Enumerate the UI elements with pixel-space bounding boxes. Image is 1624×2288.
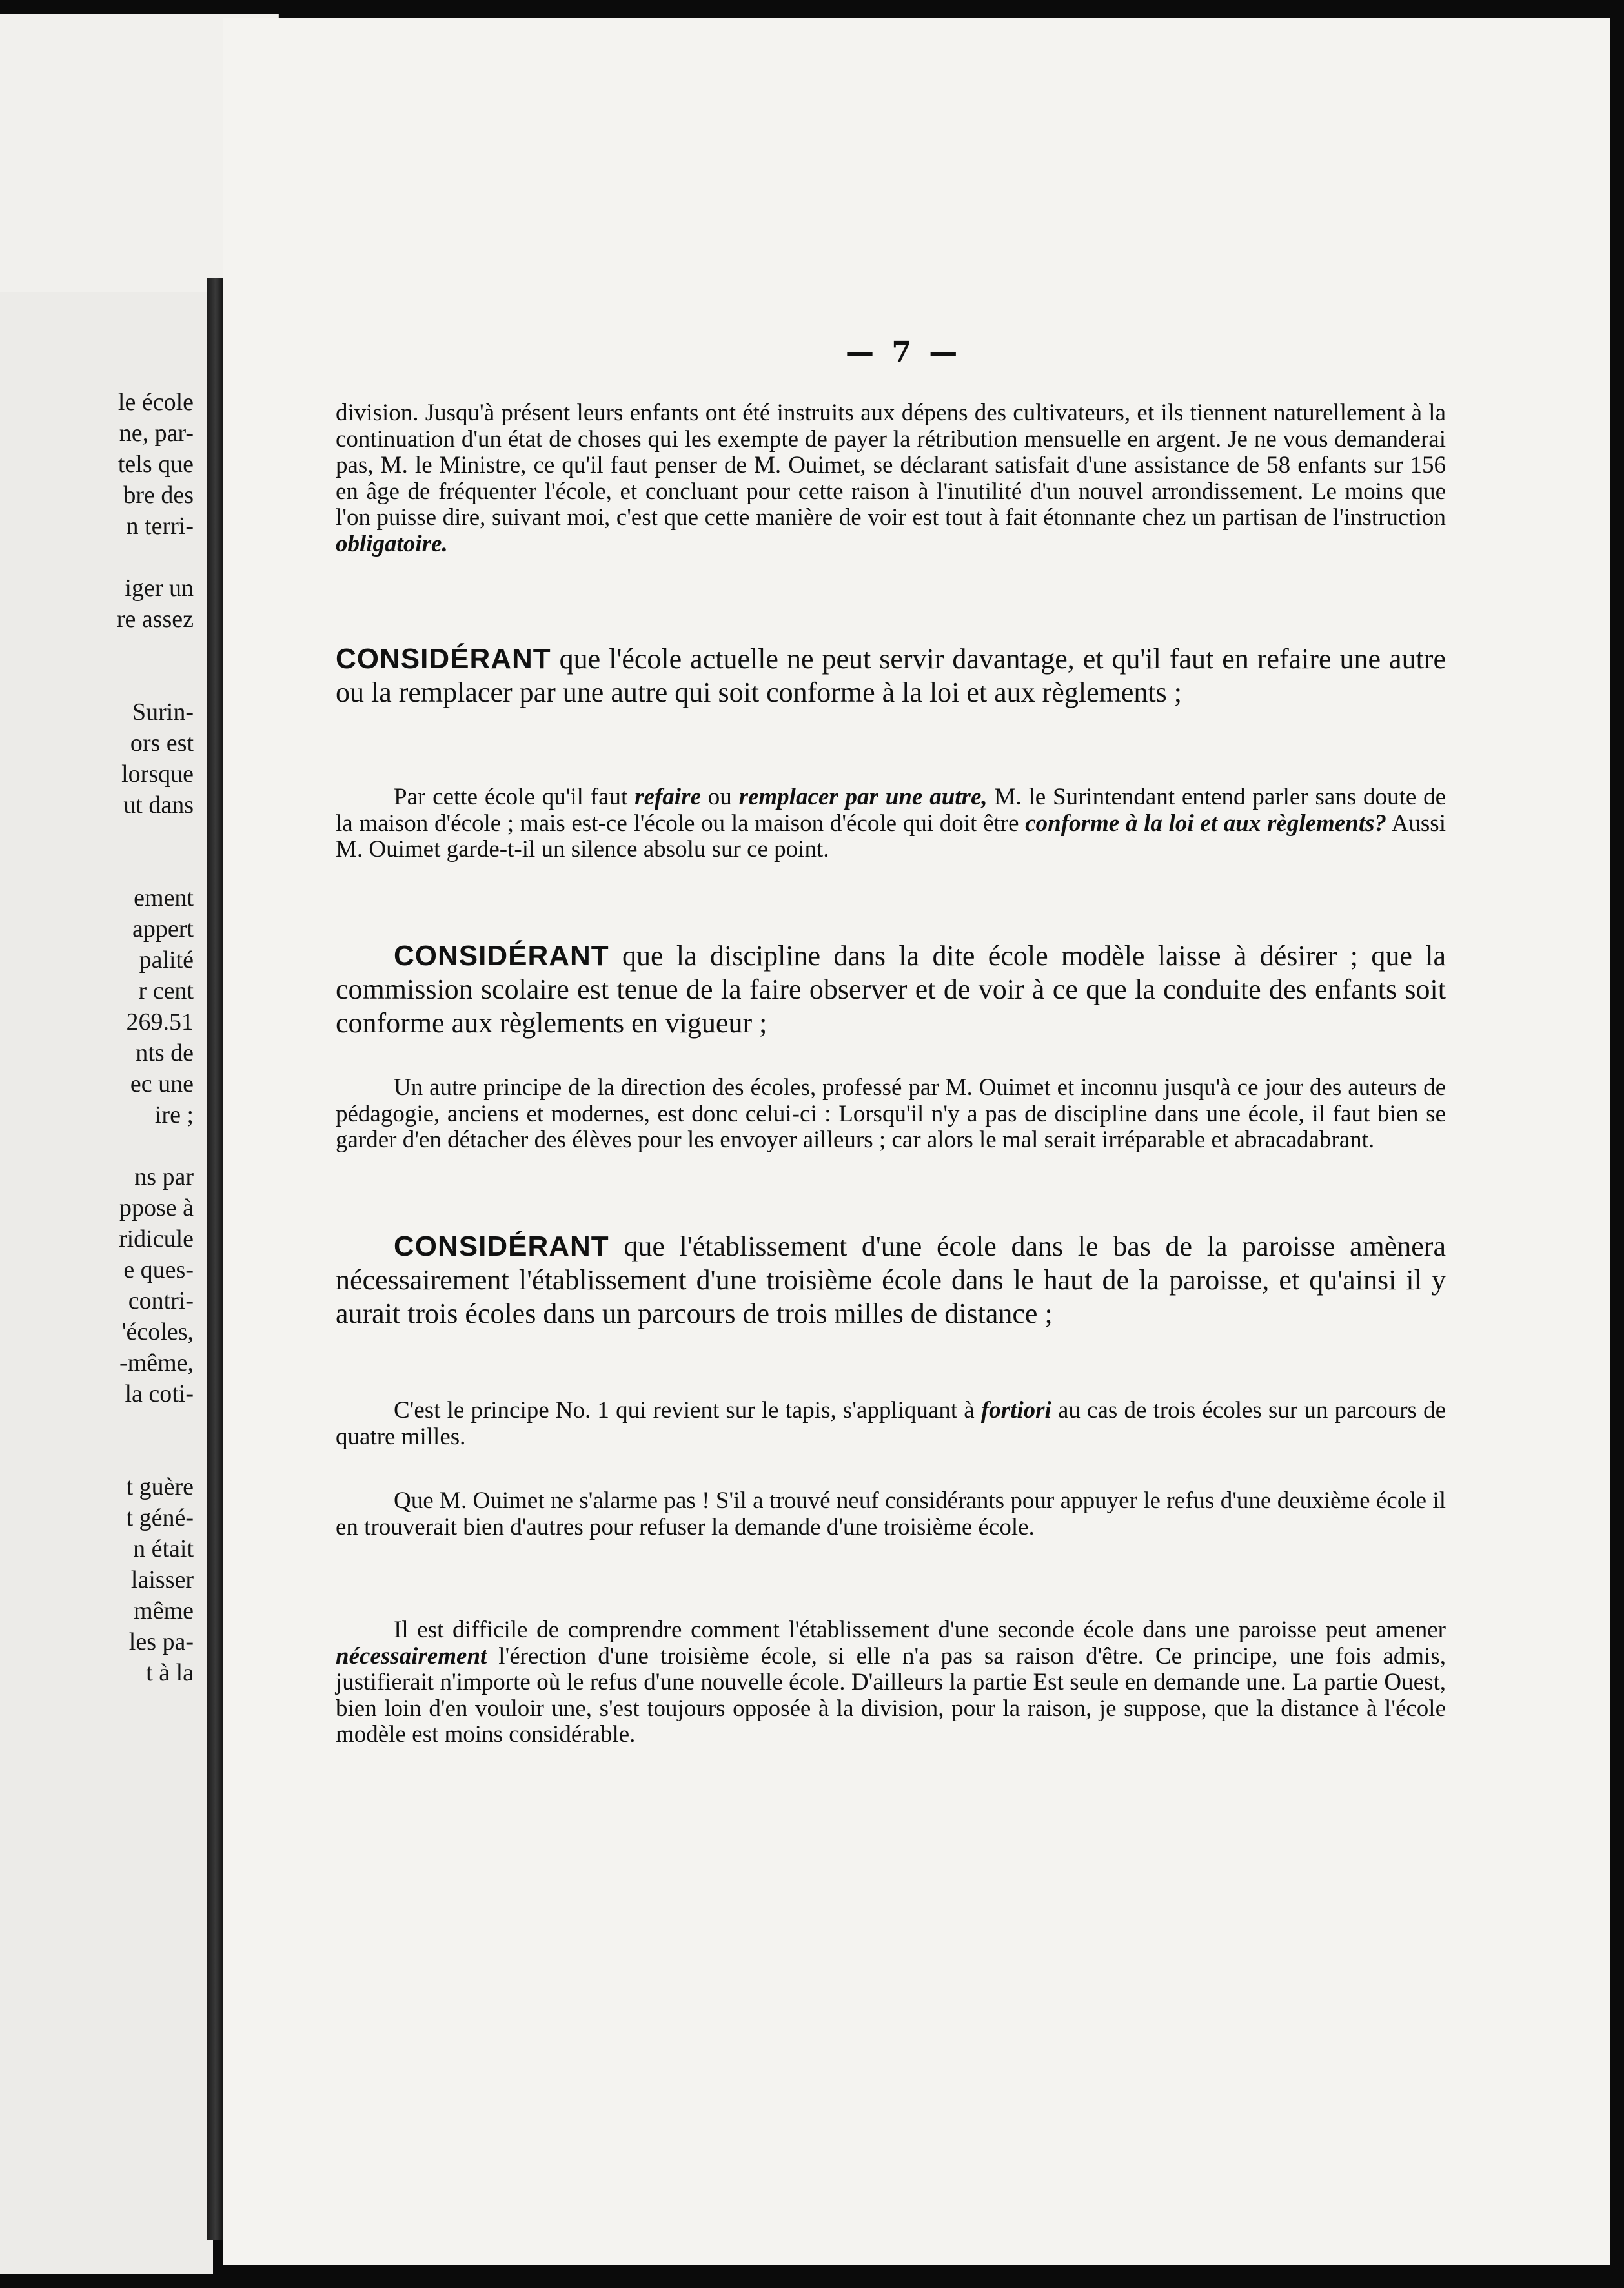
left-page-line: ne, par- <box>119 420 194 447</box>
paragraph-division <box>336 400 1446 557</box>
emphasis-text: nécessairement <box>336 1642 487 1670</box>
left-page-line: r cent <box>138 977 194 1005</box>
left-page-line: appert <box>132 915 194 943</box>
left-page-line: ridicule <box>118 1225 194 1252</box>
left-page-line: nts de <box>136 1039 194 1067</box>
left-page-line: t à la <box>146 1659 194 1686</box>
left-page-line: iger un <box>125 575 194 602</box>
left-page-line: laisser <box>130 1566 194 1593</box>
left-page-line: même <box>134 1597 194 1624</box>
left-page-line: t guère <box>126 1473 194 1500</box>
left-page-line: ns par <box>134 1163 194 1190</box>
paragraph-text: au cas de trois écoles sur un parcours de quatre milles. <box>336 1397 1446 1450</box>
left-page-line: n terri- <box>126 513 194 540</box>
paragraph-text: C'est le principe No. 1 qui revient sur le tapis, s'appliquant à <box>394 1397 981 1424</box>
paragraph-alarme <box>336 1488 1446 1540</box>
left-page-line: ement <box>134 884 194 912</box>
page-number: — 7 — <box>846 336 962 369</box>
left-page-line: 269.51 <box>126 1008 194 1036</box>
paragraph-text: division. Jusqu'à présent leurs enfants ont été instruits aux dépens des cultivateurs, et ils tiennent naturellement à la continuation d'un état de choses qui les exempte de payer la rétribution mensuelle en argent. Je ne vous demanderai pas, M. le Ministre, ce qu'il faut penser de M. Ouimet, se déclarant satisfait d'une assistance de 58 enfants sur 156 en âge de fréquenter l'école, et concluant pour cette raison à l'inutilité d'un nouvel arrondissement. Le moins que l'on puisse dire, suivant moi, c'est que cette manière de voir est tout à fait étonnante chez un partisan de l'instruction <box>336 400 1446 531</box>
left-page-line: re assez <box>116 606 194 633</box>
paragraph-text: Il est difficile de comprendre comment l'établissement d'une seconde école dans une paroisse peut amener <box>394 1617 1446 1643</box>
paragraph-text: l'érection d'une troisième école, si elle n'a pas sa raison d'être. Ce principe, une fois admis, justifierait n'importe où le refus d'une nouvelle école. D'ailleurs la partie Est seule en demande une. La partie Ouest, bien loin d'en vouloir une, s'est toujours opposée à la division, pour la raison, je suppose, que la distance à l'école modèle est moins considérable. <box>336 1642 1446 1748</box>
considerant-lead: CONSIDÉRANT <box>394 1231 609 1262</box>
paragraph-text: Que M. Ouimet ne s'alarme pas ! S'il a trouvé neuf considérants pour appuyer le refus d'une deuxième école il en trouverait bien d'autres pour refuser la demande d'une troisième école. <box>336 1487 1446 1540</box>
considerant-text: que l'établissement d'une école dans le bas de la paroisse amènera nécessairement l'établissement d'une troisième école dans le haut de la paroisse, et qu'ainsi il y aurait trois écoles dans un parcours de trois milles de distance ; <box>336 1231 1446 1329</box>
left-page-line: lorsque <box>121 761 194 788</box>
considerant-text: que la discipline dans la dite école modèle laisse à désirer ; que la commission scolaire est tenue de la faire observer et de voir à ce que la conduite des enfants soit conforme aux règlements en vigueur ; <box>336 940 1446 1039</box>
left-page-line: bre des <box>123 482 194 509</box>
book-spine <box>207 278 225 2240</box>
left-page-line: e ques- <box>123 1256 194 1283</box>
paragraph-refaire <box>336 784 1446 863</box>
left-page-line: les pa- <box>128 1628 194 1655</box>
considerant-text: que l'école actuelle ne peut servir davantage, et qu'il faut en refaire une autre ou la remplacer par une autre qui soit conforme à la loi et aux règlements ; <box>336 643 1446 708</box>
left-page-line: la coti- <box>125 1380 194 1407</box>
paragraph-difficile <box>336 1617 1446 1748</box>
left-page-line: ppose à <box>119 1194 194 1221</box>
left-page-line: ire ; <box>154 1101 194 1129</box>
emphasis-text: fortiori <box>980 1397 1051 1424</box>
paragraph-principe-1 <box>336 1398 1446 1450</box>
left-page-line: le école <box>117 389 194 416</box>
paragraph-text: Par cette école qu'il faut <box>394 784 635 810</box>
considerant-2 <box>336 939 1446 1040</box>
emphasis-text: refaire <box>634 784 701 810</box>
paragraph-principe <box>336 1075 1446 1154</box>
left-page-line: contri- <box>128 1287 194 1314</box>
left-page-line: -même, <box>119 1349 194 1376</box>
left-page-line: ut dans <box>123 792 194 819</box>
left-page-line: 'écoles, <box>121 1318 194 1345</box>
left-page-line: ec une <box>130 1070 194 1098</box>
left-page-line: palité <box>139 946 194 974</box>
paragraph-text: ou <box>700 784 739 810</box>
paragraph-text: Aussi M. Ouimet garde-t-il un silence absolu sur ce point. <box>336 810 1446 863</box>
emphasis-text: remplacer par une autre, <box>738 784 988 810</box>
left-page <box>0 14 213 2274</box>
emphasis-text: obligatoire. <box>336 530 448 557</box>
left-page-line: t géné- <box>126 1504 194 1531</box>
paragraph-text: M. le Surintendant entend parler sans doute de la maison d'école ; mais est-ce l'école ou la maison d'école qui doit être <box>336 784 1446 837</box>
paragraph-text: Un autre principe de la direction des écoles, professé par M. Ouimet et inconnu jusqu'à ce jour des auteurs de pédagogie, anciens et modernes, est donc celui-ci : Lorsqu'il n'y a pas de discipline dans une école, il faut bien se garder d'en détacher des élèves pour les envoyer ailleurs ; car alors le mal serait irréparable et abracadabrant. <box>336 1074 1446 1153</box>
left-page-line: Surin- <box>132 699 194 726</box>
considerant-lead: CONSIDÉRANT <box>336 643 551 675</box>
considerant-3 <box>336 1230 1446 1331</box>
considerant-lead: CONSIDÉRANT <box>394 940 609 972</box>
left-page-line: tels que <box>117 451 194 478</box>
emphasis-text: conforme à la loi et aux règlements? <box>1025 810 1387 837</box>
left-page-line: n était <box>133 1535 194 1562</box>
left-page-line: ors est <box>130 730 194 757</box>
considerant-1 <box>336 642 1446 710</box>
